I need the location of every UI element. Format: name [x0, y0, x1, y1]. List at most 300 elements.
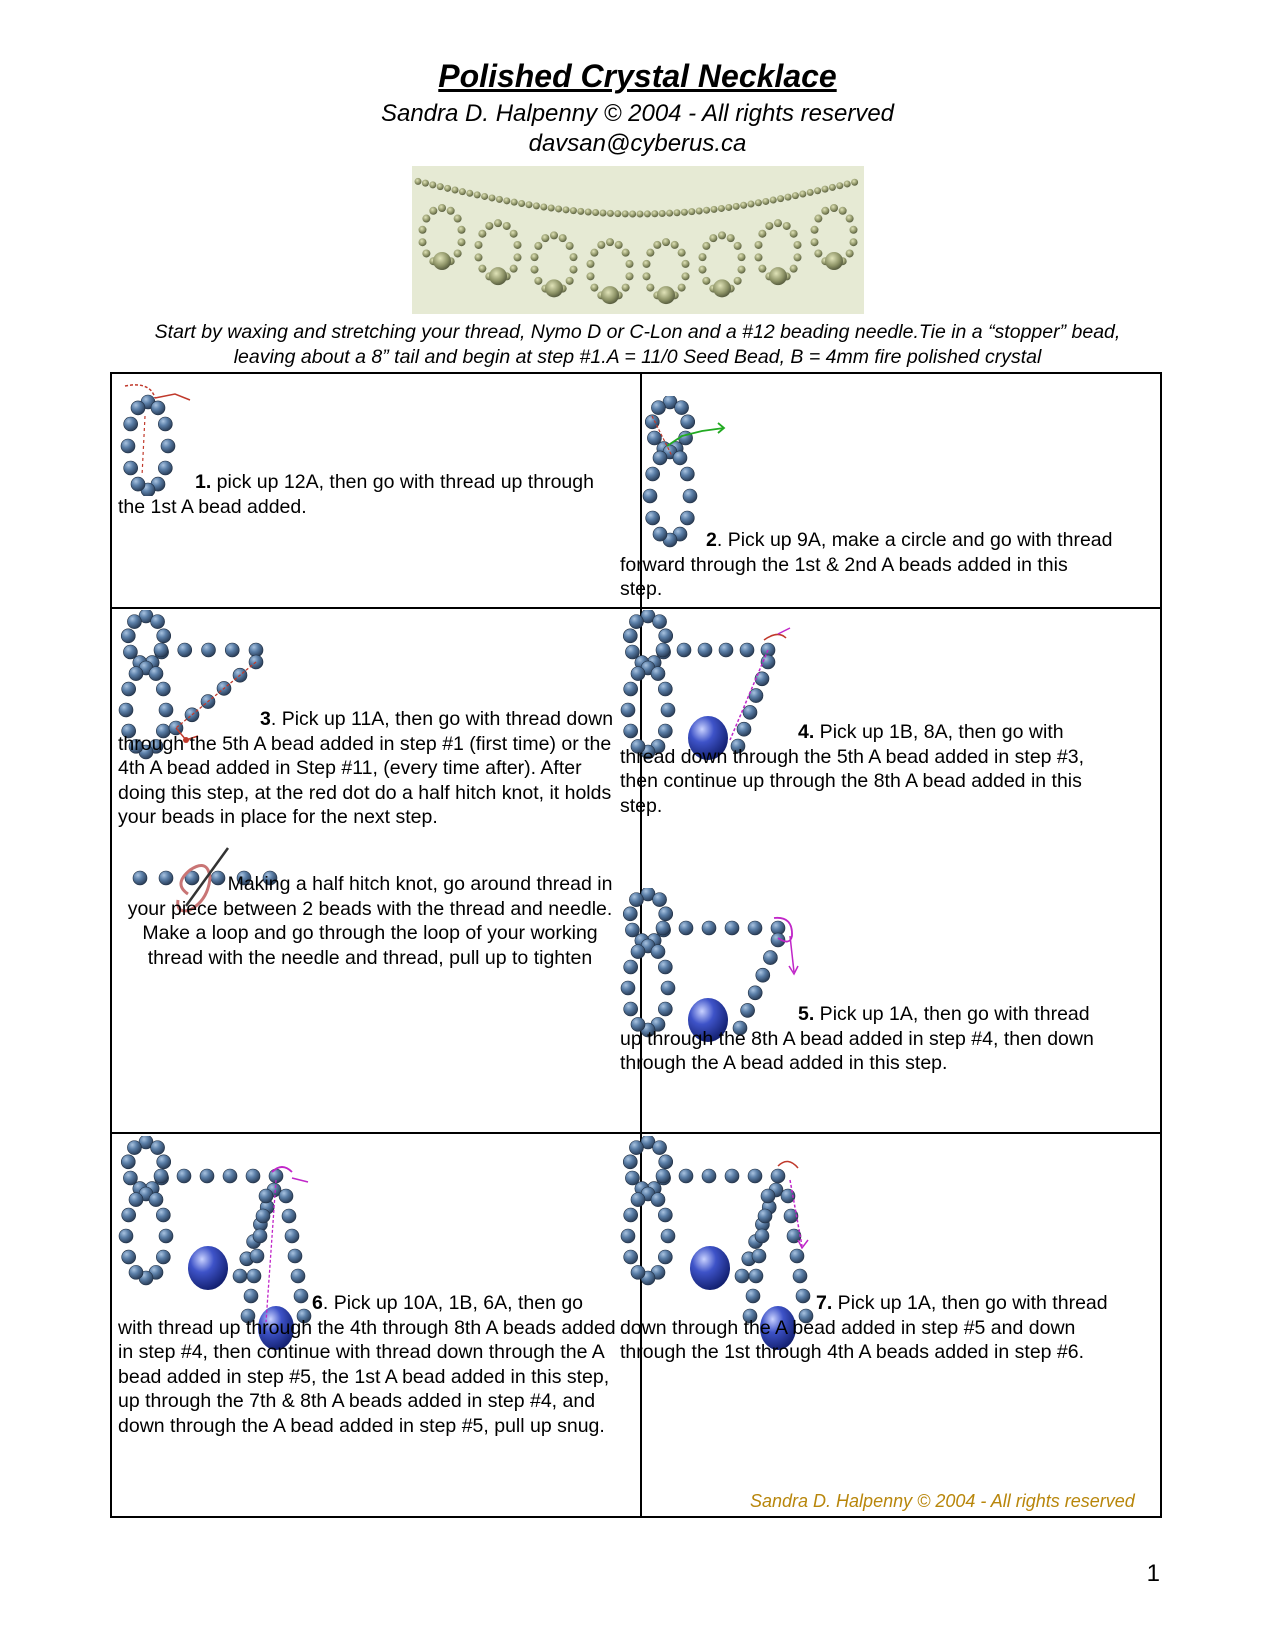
photo-bead — [765, 222, 773, 230]
seed-bead — [624, 1208, 638, 1222]
photo-bead — [643, 260, 651, 268]
photo-bead — [590, 284, 598, 292]
seed-bead — [658, 960, 672, 974]
bead-loop — [623, 888, 672, 948]
photo-bead — [601, 286, 619, 304]
seed-bead — [643, 489, 657, 503]
seed-bead — [659, 629, 673, 643]
photo-bead — [419, 238, 427, 246]
photo-bead — [807, 189, 814, 196]
seed-bead — [621, 1229, 635, 1243]
photo-bead — [625, 272, 633, 280]
seed-bead — [625, 645, 639, 659]
photo-bead — [438, 204, 446, 212]
seed-bead — [157, 1155, 171, 1169]
photo-bead — [718, 231, 726, 239]
seed-bead — [282, 1209, 296, 1223]
photo-bead — [569, 253, 577, 261]
photo-bead — [474, 191, 481, 198]
seed-bead — [127, 615, 141, 629]
seed-bead — [122, 1208, 136, 1222]
seed-bead — [653, 1141, 667, 1155]
seed-bead — [259, 1189, 273, 1203]
seed-bead — [285, 1229, 299, 1243]
photo-bead — [454, 249, 462, 257]
seed-bead — [651, 1193, 665, 1207]
seed-bead — [621, 703, 635, 717]
photo-bead — [758, 265, 766, 273]
photo-bead — [485, 222, 493, 230]
photo-bead — [790, 265, 798, 273]
bead-strand — [656, 1169, 785, 1183]
photo-bead — [662, 238, 670, 246]
seed-bead — [129, 667, 143, 681]
photo-bead — [526, 201, 533, 208]
seed-bead — [661, 981, 675, 995]
photo-bead — [415, 178, 422, 185]
seed-bead — [748, 1169, 762, 1183]
seed-bead — [129, 1193, 143, 1207]
seed-bead — [673, 451, 687, 465]
photo-bead — [555, 205, 562, 212]
photo-bead — [615, 241, 623, 249]
photo-bead — [629, 210, 636, 217]
seed-bead — [653, 893, 667, 907]
photo-bead — [718, 205, 725, 212]
photo-bead — [577, 208, 584, 215]
seed-bead — [748, 986, 762, 1000]
seed-bead — [225, 643, 239, 657]
photo-bead — [770, 197, 777, 204]
seed-bead — [124, 417, 138, 431]
photo-bead — [566, 242, 574, 250]
photo-bead — [844, 180, 851, 187]
photo-bead — [550, 231, 558, 239]
bead-strand — [656, 921, 785, 935]
photo-bead — [585, 208, 592, 215]
photo-bead — [829, 184, 836, 191]
bead-loop — [121, 1136, 170, 1196]
seed-bead — [629, 615, 643, 629]
seed-bead — [763, 951, 777, 965]
bead-loop — [623, 1136, 672, 1196]
seed-bead — [651, 401, 665, 415]
bead-strand — [154, 643, 263, 657]
photo-bead — [447, 207, 455, 215]
seed-bead — [233, 1269, 247, 1283]
seed-bead — [653, 451, 667, 465]
photo-bead — [646, 249, 654, 257]
photo-bead — [811, 226, 819, 234]
photo-bead — [614, 210, 621, 217]
seed-bead — [154, 1169, 168, 1183]
step-1-text: 1. pick up 12A, then go with thread up through the 1st A bead added. — [118, 471, 594, 518]
photo-bead — [849, 238, 857, 246]
photo-bead — [511, 199, 518, 206]
half-hitch-text: Making a half hitch knot, go around thread in your piece between 2 beads with the thread and needle. Make a loop and go through the loop of your working thread with the needle and thread, pull up to tighten — [127, 873, 613, 969]
photo-bead — [733, 203, 740, 210]
photo-bead — [429, 181, 436, 188]
photo-bead — [518, 200, 525, 207]
seed-bead — [702, 921, 716, 935]
photo-bead — [793, 241, 801, 249]
photo-bead — [830, 204, 838, 212]
photo-bead — [793, 253, 801, 261]
photo-bead — [510, 265, 518, 273]
step-4-text: 4. Pick up 1B, 8A, then go with thread down through the 5th A bead added in step #3, then continue up through the 8th A bead added in this step. — [620, 721, 1085, 817]
photo-bead — [755, 199, 762, 206]
seed-bead — [755, 1229, 769, 1243]
bead-loop — [623, 610, 672, 670]
photo-bead — [622, 210, 629, 217]
seed-bead — [123, 645, 137, 659]
photo-bead — [644, 210, 651, 217]
photo-bead — [503, 197, 510, 204]
photo-bead — [419, 226, 427, 234]
photo-bead — [769, 267, 787, 285]
photo-bead — [533, 202, 540, 209]
photo-bead — [597, 241, 605, 249]
photo-bead — [727, 234, 735, 242]
photo-bead — [709, 234, 717, 242]
seed-bead — [121, 439, 135, 453]
seed-bead — [151, 615, 165, 629]
seed-bead — [656, 643, 670, 657]
photo-bead — [711, 206, 718, 213]
seed-bead — [623, 1155, 637, 1169]
seed-bead — [121, 1155, 135, 1169]
seed-bead — [629, 893, 643, 907]
intro-line-1: Start by waxing and stretching your thread, Nymo D or C-Lon and a #12 beading needle.Tie in a “stopper” bead, — [154, 321, 1121, 343]
photo-bead — [814, 215, 822, 223]
seed-bead — [758, 1209, 772, 1223]
seed-bead — [680, 467, 694, 481]
intro-line-2: leaving about a 8” tail and begin at step #1.A = 11/0 Seed Bead, B = 4mm fire polished crystal — [233, 346, 1042, 368]
seed-bead — [149, 1193, 163, 1207]
photo-bead — [699, 266, 707, 274]
seed-bead — [661, 1229, 675, 1243]
seed-bead — [122, 1250, 136, 1264]
seed-bead — [761, 1189, 775, 1203]
photo-bead — [653, 241, 661, 249]
photo-bead — [836, 182, 843, 189]
seed-bead — [756, 968, 770, 982]
photo-bead — [659, 210, 666, 217]
bead-loop — [121, 610, 170, 670]
photo-bead — [777, 195, 784, 202]
seed-bead — [623, 629, 637, 643]
photo-bead — [758, 230, 766, 238]
seed-bead — [200, 1169, 214, 1183]
photo-bead — [454, 215, 462, 223]
seed-bead — [247, 1269, 261, 1283]
photo-bead — [762, 198, 769, 205]
photo-bead — [510, 230, 518, 238]
seed-bead — [752, 1249, 766, 1263]
photo-bead — [513, 253, 521, 261]
photo-bead — [822, 186, 829, 193]
page-number: 1 — [1146, 1560, 1160, 1587]
seed-bead — [658, 1250, 672, 1264]
seed-bead — [740, 643, 754, 657]
photo-bead — [643, 272, 651, 280]
photo-bead — [702, 277, 710, 285]
seed-bead — [743, 705, 757, 719]
photo-bead — [792, 192, 799, 199]
photo-bead — [457, 226, 465, 234]
photo-bead — [540, 203, 547, 210]
photo-bead — [496, 196, 503, 203]
photo-bead — [570, 207, 577, 214]
photo-bead — [452, 187, 459, 194]
photo-bead — [790, 230, 798, 238]
step-3-text: 3. Pick up 11A, then go with thread down through the 5th A bead added in step #1 (first time) or the 4th A bead added in Step #11, (every time after). After doing this step, at the red dot do a half hitch knot, it holds your beads in place for the next step. — [118, 708, 614, 828]
photo-bead — [531, 253, 539, 261]
seed-bead — [631, 1193, 645, 1207]
seed-bead — [156, 682, 170, 696]
bead-strand — [656, 643, 775, 657]
photo-bead — [563, 206, 570, 213]
seed-bead — [653, 615, 667, 629]
photo-bead — [600, 209, 607, 216]
photo-bead — [513, 241, 521, 249]
photo-bead — [651, 210, 658, 217]
seed-bead — [748, 921, 762, 935]
photo-bead — [674, 209, 681, 216]
photo-bead — [606, 238, 614, 246]
seed-bead — [631, 667, 645, 681]
photo-bead — [783, 222, 791, 230]
photo-bead — [737, 266, 745, 274]
seed-bead — [151, 401, 165, 415]
photo-bead — [592, 209, 599, 216]
photo-bead — [457, 238, 465, 246]
grid-divider-row-2 — [112, 1132, 1160, 1134]
grid-divider-row-1 — [112, 607, 1160, 609]
photo-bead — [734, 277, 742, 285]
step-6-text: 6. Pick up 10A, 1B, 6A, then go with thread up through the 4th through 8th A beads added in step #4, then continue with thread down through the A bead added in step #5, the 1st A bead added in this step, up through the 7th & 8th A beads added in step #4, and down through the A bead added in step #5, pull up snug. — [118, 1292, 616, 1437]
photo-bead — [545, 279, 563, 297]
seed-bead — [159, 1229, 173, 1243]
seed-bead — [291, 1269, 305, 1283]
photo-bead — [646, 284, 654, 292]
seed-bead — [156, 1208, 170, 1222]
seed-bead — [656, 1169, 670, 1183]
photo-bead — [734, 242, 742, 250]
photo-bead — [437, 183, 444, 190]
photo-bead — [489, 267, 507, 285]
photo-bead — [737, 253, 745, 261]
email-address: davsan@cyberus.ca — [528, 130, 747, 157]
photo-bead — [821, 207, 829, 215]
photo-bead — [740, 202, 747, 209]
photo-bead — [548, 204, 555, 211]
photo-bead — [475, 253, 483, 261]
seed-bead — [698, 643, 712, 657]
seed-bead — [719, 643, 733, 657]
photo-bead — [566, 277, 574, 285]
footer-copyright: Sandra D. Halpenny © 2004 - All rights reserved — [750, 1491, 1135, 1511]
photo-bead — [478, 230, 486, 238]
step-7-text: 7. Pick up 1A, then go with thread down through the A bead added in step #5 and down through the 1st through 4th A beads added in step #6. — [620, 1292, 1108, 1363]
seed-bead — [131, 401, 145, 415]
photo-bead — [811, 238, 819, 246]
seed-bead — [651, 667, 665, 681]
photo-bead — [799, 191, 806, 198]
seed-bead — [154, 643, 168, 657]
photo-bead — [846, 215, 854, 223]
seed-bead — [151, 1141, 165, 1155]
photo-bead — [422, 249, 430, 257]
seed-bead — [631, 1265, 645, 1279]
photo-bead — [814, 249, 822, 257]
seed-bead — [679, 1169, 693, 1183]
photo-bead — [622, 249, 630, 257]
photo-bead — [657, 286, 675, 304]
seed-bead — [629, 1141, 643, 1155]
author-line: Sandra D. Halpenny © 2004 - All rights reserved — [380, 100, 895, 127]
seed-bead — [177, 1169, 191, 1183]
seed-bead — [122, 682, 136, 696]
seed-bead — [129, 1265, 143, 1279]
photo-bead — [681, 272, 689, 280]
photo-bead — [622, 284, 630, 292]
photo-bead — [531, 266, 539, 274]
photo-bead — [478, 265, 486, 273]
seed-bead — [625, 1171, 639, 1185]
seed-bead — [253, 1229, 267, 1243]
seed-bead — [661, 703, 675, 717]
seed-bead — [749, 689, 763, 703]
seed-bead — [127, 1141, 141, 1155]
seed-bead — [675, 401, 689, 415]
photo-bead — [851, 179, 858, 186]
seed-bead — [288, 1249, 302, 1263]
seed-bead — [119, 1229, 133, 1243]
seed-bead — [679, 921, 693, 935]
seed-bead — [202, 643, 216, 657]
photo-bead — [587, 260, 595, 268]
photo-bead — [703, 207, 710, 214]
photo-bead — [755, 253, 763, 261]
photo-bead — [444, 185, 451, 192]
seed-bead — [749, 1269, 763, 1283]
photo-bead — [422, 215, 430, 223]
photo-bead — [481, 193, 488, 200]
seed-bead — [178, 643, 192, 657]
photo-bead — [466, 190, 473, 197]
seed-bead — [681, 415, 695, 429]
seed-bead — [658, 1208, 672, 1222]
seed-bead — [725, 1169, 739, 1183]
photo-bead — [494, 219, 502, 227]
seed-bead — [631, 945, 645, 959]
photo-bead — [699, 253, 707, 261]
photo-bead — [637, 210, 644, 217]
photo-bead — [422, 180, 429, 187]
seed-bead — [149, 667, 163, 681]
photo-bead — [559, 234, 567, 242]
seed-bead — [647, 431, 661, 445]
seed-bead — [683, 489, 697, 503]
seed-bead — [656, 921, 670, 935]
seed-bead — [157, 629, 171, 643]
seed-bead — [646, 467, 660, 481]
seed-bead — [677, 643, 691, 657]
photo-bead — [625, 260, 633, 268]
instruction-grid — [110, 372, 1162, 1518]
photo-bead — [666, 210, 673, 217]
seed-bead — [793, 1269, 807, 1283]
photo-bead — [590, 249, 598, 257]
step-2-text: 2. Pick up 9A, make a circle and go with thread forward through the 1st & 2nd A beads added in this step. — [620, 529, 1113, 600]
seed-bead — [624, 682, 638, 696]
seed-bead — [735, 1269, 749, 1283]
seed-bead — [625, 923, 639, 937]
seed-bead — [658, 682, 672, 696]
photo-bead — [814, 187, 821, 194]
seed-bead — [158, 417, 172, 431]
photo-bead — [459, 188, 466, 195]
photo-bead — [429, 207, 437, 215]
seed-bead — [250, 1249, 264, 1263]
photo-bead — [489, 194, 496, 201]
seed-bead — [646, 511, 660, 525]
seed-bead — [651, 945, 665, 959]
photo-bead — [785, 194, 792, 201]
photo-bead — [475, 241, 483, 249]
seed-bead — [623, 907, 637, 921]
seed-bead — [725, 921, 739, 935]
photo-bead — [671, 241, 679, 249]
bead-strand — [154, 1169, 283, 1183]
seed-bead — [771, 1169, 785, 1183]
photo-bead — [503, 222, 511, 230]
seed-bead — [279, 1189, 293, 1203]
photo-bead — [678, 284, 686, 292]
photo-bead — [774, 219, 782, 227]
seed-bead — [702, 1169, 716, 1183]
photo-bead — [688, 208, 695, 215]
photo-bead — [713, 279, 731, 297]
photo-bead — [681, 260, 689, 268]
photo-bead — [541, 234, 549, 242]
bead-loop — [621, 1187, 675, 1285]
page-title: Polished Crystal Necklace — [438, 58, 837, 94]
photo-bead — [725, 204, 732, 211]
photo-bead — [849, 226, 857, 234]
photo-bead — [702, 242, 710, 250]
seed-bead — [256, 1209, 270, 1223]
photo-bead — [587, 272, 595, 280]
seed-bead — [246, 1169, 260, 1183]
photo-bead — [534, 277, 542, 285]
seed-bead — [123, 1171, 137, 1185]
step-5-text: 5. Pick up 1A, then go with thread up through the 8th A bead added in step #4, then down through the A bead added in this step. — [620, 1003, 1094, 1074]
intro-text — [110, 320, 1165, 370]
seed-bead — [156, 1250, 170, 1264]
bead-loop — [119, 1187, 173, 1285]
photo-bead — [696, 207, 703, 214]
seed-bead — [790, 1249, 804, 1263]
photo-bead — [433, 252, 451, 270]
necklace-photo — [412, 166, 864, 314]
photo-bead — [607, 210, 614, 217]
photo-bead — [755, 241, 763, 249]
photo-bead — [839, 207, 847, 215]
seed-bead — [161, 439, 175, 453]
photo-bead — [825, 252, 843, 270]
